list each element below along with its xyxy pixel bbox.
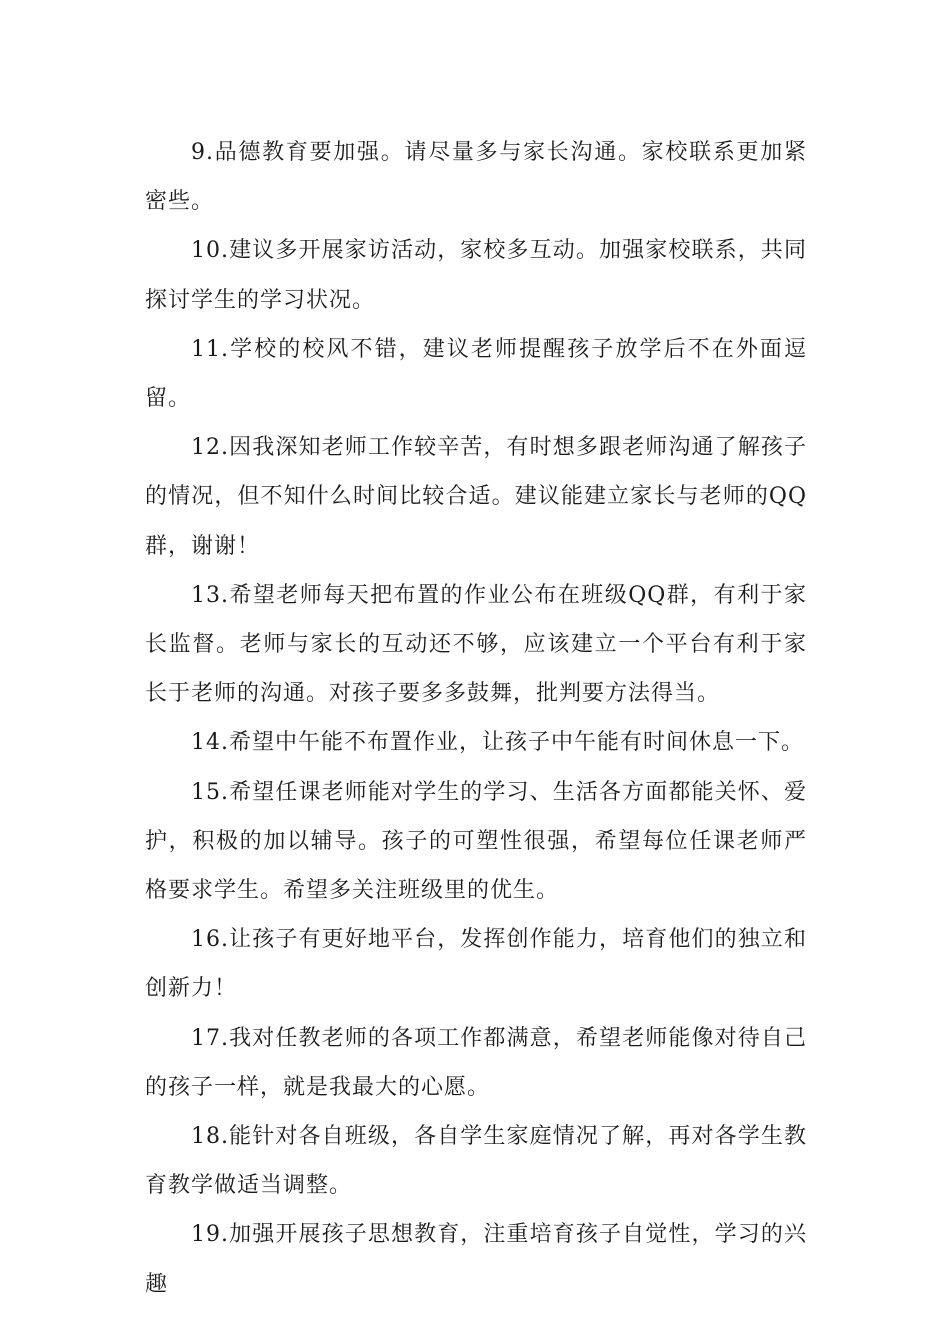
paragraph-10: 10.建议多开展家访活动，家校多互动。加强家校联系，共同探讨学生的学习状况。: [145, 238, 807, 313]
paragraph-9: 9.品德教育要加强。请尽量多与家长沟通。家校联系更加紧密些。: [145, 140, 807, 215]
paragraph-11: 11.学校的校风不错，建议老师提醒孩子放学后不在外面逗留。: [145, 336, 807, 412]
paragraph-16: 16.让孩子有更好地平台，发挥创作能力，培育他们的独立和创新力！: [145, 927, 807, 1002]
paragraph-15: 15.希望任课老师能对学生的学习、生活各方面都能关怀、爱护，积极的加以辅导。孩子的可塑性很强，希望每位任课老师严格要求学生。希望多关注班级里的优生。: [145, 779, 807, 904]
paragraph-14: 14.希望中午能不布置作业，让孩子中午能有时间休息一下。: [191, 730, 804, 756]
paragraph-17: 17.我对任教老师的各项工作都满意，希望老师能像对待自己的孩子一样，就是我最大的心愿。: [145, 1025, 807, 1100]
paragraph-12: 12.因我深知老师工作较辛苦，有时想多跟老师沟通了解孩子的情况，但不知什么时间比较合适。建议能建立家长与老师的QQ群，谢谢！: [145, 435, 807, 559]
document-body: [145, 128, 807, 1309]
paragraph-18: 18.能针对各自班级，各自学生家庭情况了解，再对各学生教育教学做适当调整。: [145, 1124, 807, 1199]
paragraph-19: 19.加强开展孩子思想教育，注重培育孩子自觉性，学习的兴趣: [145, 1222, 807, 1297]
paragraph-13: 13.希望老师每天把布置的作业公布在班级QQ群，有利于家长监督。老师与家长的互动还不够，应该建立一个平台有利于家长于老师的沟通。对孩子要多多鼓舞，批判要方法得当。: [145, 582, 807, 707]
